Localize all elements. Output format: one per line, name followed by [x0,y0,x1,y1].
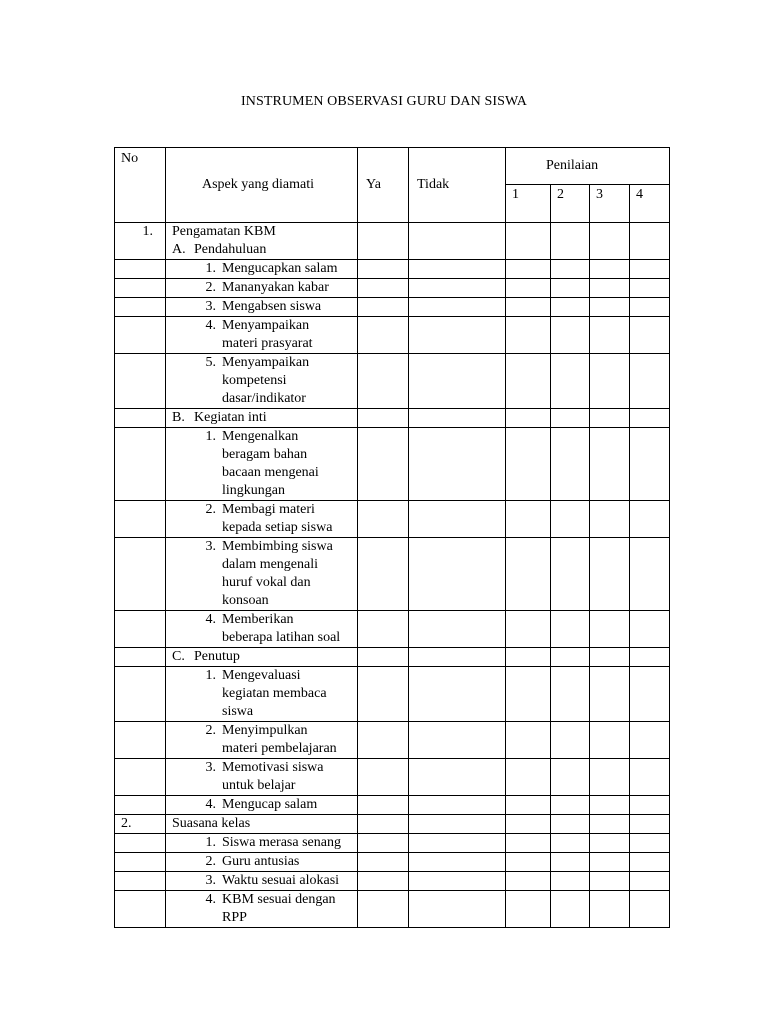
score-1-cell [506,501,551,538]
ya-cell [358,834,409,853]
tidak-cell [409,317,506,354]
item-marker: 1. [205,429,216,444]
item-text [222,279,357,297]
score-3-cell [590,260,630,279]
item-text [222,260,357,278]
score-4-cell [630,501,670,538]
table-row [115,354,670,409]
aspect-cell [166,279,358,298]
tidak-cell [409,667,506,722]
aspect-cell [166,722,358,759]
score-4-cell [630,428,670,501]
score-3-cell [590,815,630,834]
score-2-cell [551,667,590,722]
table-row [115,722,670,759]
row-number [115,354,166,409]
aspect-cell [166,796,358,815]
aspect-cell [166,317,358,354]
header-score-3: 3 [590,185,630,223]
list-item [172,428,357,500]
item-line: RPP [222,910,247,925]
score-4-cell [630,260,670,279]
score-1-cell [506,891,551,928]
part-marker: A. [172,242,186,257]
score-2-cell [551,872,590,891]
section-title: Suasana kelas [172,816,251,831]
row-number [115,891,166,928]
ya-cell [358,667,409,722]
item-marker: 1. [205,668,216,683]
ya-cell [358,428,409,501]
row-number [115,317,166,354]
list-item [172,796,357,814]
ya-cell [358,796,409,815]
score-1-cell [506,428,551,501]
item-text [222,611,357,647]
aspect-cell [166,872,358,891]
score-3-cell [590,279,630,298]
item-text [222,796,357,814]
list-item [172,260,357,278]
item-line: lingkungan [222,483,285,498]
tidak-cell [409,538,506,611]
table-row [115,260,670,279]
item-text [222,501,357,537]
tidak-cell [409,891,506,928]
score-2-cell [551,298,590,317]
item-text [222,722,357,758]
item-text [222,759,357,795]
ya-cell [358,722,409,759]
item-text [222,354,357,408]
score-3-cell [590,317,630,354]
list-item [172,853,357,871]
table-row [115,298,670,317]
table-row [115,891,670,928]
score-2-cell [551,834,590,853]
row-number: 2. [115,815,166,834]
score-4-cell [630,891,670,928]
row-number [115,796,166,815]
item-line: siswa [222,704,254,719]
item-line: Mananyakan kabar [222,280,329,295]
ya-cell [358,611,409,648]
score-2-cell [551,428,590,501]
score-2-cell [551,611,590,648]
score-2-cell [551,317,590,354]
item-line: KBM sesuai dengan [222,892,336,907]
score-4-cell [630,667,670,722]
table-row [115,538,670,611]
table-row [115,501,670,538]
tidak-cell [409,759,506,796]
score-4-cell [630,648,670,667]
score-4-cell [630,815,670,834]
item-line: beragam bahan [222,447,308,462]
score-1-cell [506,223,551,260]
item-line: dalam mengenali [222,557,319,572]
score-3-cell [590,872,630,891]
score-3-cell [590,891,630,928]
row-number [115,611,166,648]
table-row [115,611,670,648]
row-number [115,834,166,853]
list-item [172,891,357,927]
part-marker: C. [172,649,185,664]
ya-cell [358,409,409,428]
row-number: 1. [115,223,166,260]
row-number [115,872,166,891]
score-2-cell [551,409,590,428]
part-title: Penutup [194,649,240,664]
aspect-cell [166,759,358,796]
part-title: Pendahuluan [194,242,267,257]
item-line: bacaan mengenai [222,465,319,480]
score-3-cell [590,538,630,611]
tidak-cell [409,722,506,759]
score-3-cell [590,648,630,667]
item-line: Menyampaikan [222,318,310,333]
item-marker: 3. [205,299,216,314]
table-row [115,409,670,428]
part-marker: B. [172,410,185,425]
score-4-cell [630,834,670,853]
score-1-cell [506,722,551,759]
score-3-cell [590,796,630,815]
list-item [172,501,357,537]
score-1-cell [506,260,551,279]
item-line: Menyimpulkan [222,723,308,738]
item-text [222,667,357,721]
tidak-cell [409,815,506,834]
score-4-cell [630,317,670,354]
score-3-cell [590,853,630,872]
tidak-cell [409,428,506,501]
list-item [172,872,357,890]
tidak-cell [409,872,506,891]
ya-cell [358,501,409,538]
score-4-cell [630,853,670,872]
section-title: Pengamatan KBM [172,224,276,239]
ya-cell [358,872,409,891]
tidak-cell [409,409,506,428]
row-number [115,279,166,298]
header-no: No [115,148,166,223]
tidak-cell [409,279,506,298]
score-1-cell [506,853,551,872]
item-line: untuk belajar [222,778,296,793]
item-marker: 1. [205,835,216,850]
row-number [115,298,166,317]
table-row [115,815,670,834]
score-4-cell [630,872,670,891]
score-4-cell [630,354,670,409]
score-3-cell [590,354,630,409]
item-marker: 4. [205,892,216,907]
ya-cell [358,648,409,667]
row-number [115,648,166,667]
item-line: Mengucapkan salam [222,261,338,276]
score-2-cell [551,759,590,796]
tidak-cell [409,834,506,853]
header-score-4: 4 [630,185,670,223]
table-row [115,667,670,722]
item-marker: 1. [205,261,216,276]
ya-cell [358,891,409,928]
aspect-cell [166,428,358,501]
item-line: Waktu sesuai alokasi [222,873,340,888]
score-2-cell [551,722,590,759]
aspect-cell [166,538,358,611]
row-number [115,260,166,279]
item-line: kepada setiap siswa [222,520,333,535]
item-text [222,872,357,890]
score-4-cell [630,538,670,611]
score-1-cell [506,354,551,409]
item-text [222,891,357,927]
table-row [115,648,670,667]
row-number [115,501,166,538]
score-3-cell [590,722,630,759]
tidak-cell [409,223,506,260]
item-line: kegiatan membaca [222,686,327,701]
item-marker: 4. [205,797,216,812]
item-line: Guru antusias [222,854,300,869]
list-item [172,279,357,297]
score-1-cell [506,409,551,428]
list-item [172,759,357,795]
score-4-cell [630,409,670,428]
document-title: INSTRUMEN OBSERVASI GURU DAN SISWA [241,94,527,109]
table-row [115,317,670,354]
score-4-cell [630,611,670,648]
item-line: kompetensi [222,373,287,388]
row-number [115,538,166,611]
score-2-cell [551,648,590,667]
score-4-cell [630,759,670,796]
tidak-cell [409,611,506,648]
list-item [172,834,357,852]
row-number [115,667,166,722]
score-1-cell [506,538,551,611]
score-2-cell [551,796,590,815]
item-line: konsoan [222,593,269,608]
header-tidak: Tidak [409,148,506,223]
header-row-1 [115,148,670,185]
score-4-cell [630,223,670,260]
item-marker: 5. [205,355,216,370]
ya-cell [358,538,409,611]
aspect-cell [166,298,358,317]
score-4-cell [630,279,670,298]
score-2-cell [551,501,590,538]
item-marker: 2. [205,280,216,295]
score-2-cell [551,538,590,611]
item-line: Mengenalkan [222,429,299,444]
table-row [115,796,670,815]
part-title: Kegiatan inti [194,410,267,425]
item-line: dasar/indikator [222,391,306,406]
score-3-cell [590,667,630,722]
item-text [222,834,357,852]
tidak-cell [409,648,506,667]
table-row [115,759,670,796]
item-text [222,538,357,610]
aspect-cell [166,501,358,538]
score-3-cell [590,409,630,428]
aspect-cell [166,815,358,834]
item-text [222,317,357,353]
tidak-cell [409,298,506,317]
ya-cell [358,853,409,872]
score-3-cell [590,759,630,796]
table-row [115,223,670,260]
score-1-cell [506,667,551,722]
score-1-cell [506,872,551,891]
row-number [115,853,166,872]
score-2-cell [551,354,590,409]
item-line: materi pembelajaran [222,741,337,756]
row-number [115,759,166,796]
table-row [115,279,670,298]
score-2-cell [551,223,590,260]
score-4-cell [630,796,670,815]
ya-cell [358,279,409,298]
item-line: huruf vokal dan [222,575,311,590]
ya-cell [358,354,409,409]
ya-cell [358,298,409,317]
item-line: Mengabsen siswa [222,299,322,314]
row-number [115,722,166,759]
row-number [115,409,166,428]
score-2-cell [551,279,590,298]
score-3-cell [590,428,630,501]
table-row [115,428,670,501]
item-line: Membimbing siswa [222,539,333,554]
list-item [172,317,357,353]
aspect-cell [166,223,358,260]
score-3-cell [590,298,630,317]
aspect-cell [166,648,358,667]
list-item [172,538,357,610]
header-score-1: 1 [506,185,551,223]
item-marker: 3. [205,760,216,775]
item-text [222,853,357,871]
header-aspek: Aspek yang diamati [166,148,358,223]
aspect-cell [166,260,358,279]
score-1-cell [506,815,551,834]
item-line: Memberikan [222,612,294,627]
list-item [172,354,357,408]
score-1-cell [506,834,551,853]
score-2-cell [551,891,590,928]
ya-cell [358,223,409,260]
score-1-cell [506,796,551,815]
aspect-cell [166,409,358,428]
aspect-cell [166,667,358,722]
aspect-cell [166,834,358,853]
part-heading [172,409,357,427]
item-line: Menyampaikan [222,355,310,370]
item-text [222,428,357,500]
item-line: Mengevaluasi [222,668,301,683]
item-marker: 2. [205,723,216,738]
list-item [172,611,357,647]
item-marker: 2. [205,502,216,517]
tidak-cell [409,501,506,538]
score-4-cell [630,298,670,317]
item-line: Membagi materi [222,502,315,517]
aspect-cell [166,354,358,409]
ya-cell [358,260,409,279]
part-heading [172,241,357,259]
tidak-cell [409,354,506,409]
observation-table [114,147,670,928]
list-item [172,667,357,721]
table-row [115,853,670,872]
item-marker: 3. [205,539,216,554]
item-marker: 4. [205,612,216,627]
score-3-cell [590,501,630,538]
score-1-cell [506,298,551,317]
item-line: materi prasyarat [222,336,313,351]
tidak-cell [409,796,506,815]
aspect-cell [166,611,358,648]
item-marker: 3. [205,873,216,888]
header-penilaian: Penilaian [506,148,670,185]
tidak-cell [409,260,506,279]
item-marker: 4. [205,318,216,333]
header-ya: Ya [358,148,409,223]
ya-cell [358,759,409,796]
item-line: Siswa merasa senang [222,835,341,850]
score-2-cell [551,853,590,872]
table-row [115,872,670,891]
item-text [222,298,357,316]
item-line: Mengucap salam [222,797,318,812]
part-heading [172,648,357,666]
header-score-2: 2 [551,185,590,223]
list-item [172,298,357,316]
ya-cell [358,317,409,354]
aspect-cell [166,853,358,872]
tidak-cell [409,853,506,872]
score-1-cell [506,611,551,648]
list-item [172,722,357,758]
score-3-cell [590,223,630,260]
score-2-cell [551,815,590,834]
table-row [115,834,670,853]
item-marker: 2. [205,854,216,869]
score-3-cell [590,834,630,853]
score-1-cell [506,648,551,667]
score-2-cell [551,260,590,279]
ya-cell [358,815,409,834]
aspect-cell [166,891,358,928]
row-number [115,428,166,501]
item-line: beberapa latihan soal [222,630,341,645]
score-1-cell [506,759,551,796]
score-1-cell [506,317,551,354]
score-1-cell [506,279,551,298]
score-4-cell [630,722,670,759]
item-line: Memotivasi siswa [222,760,324,775]
score-3-cell [590,611,630,648]
